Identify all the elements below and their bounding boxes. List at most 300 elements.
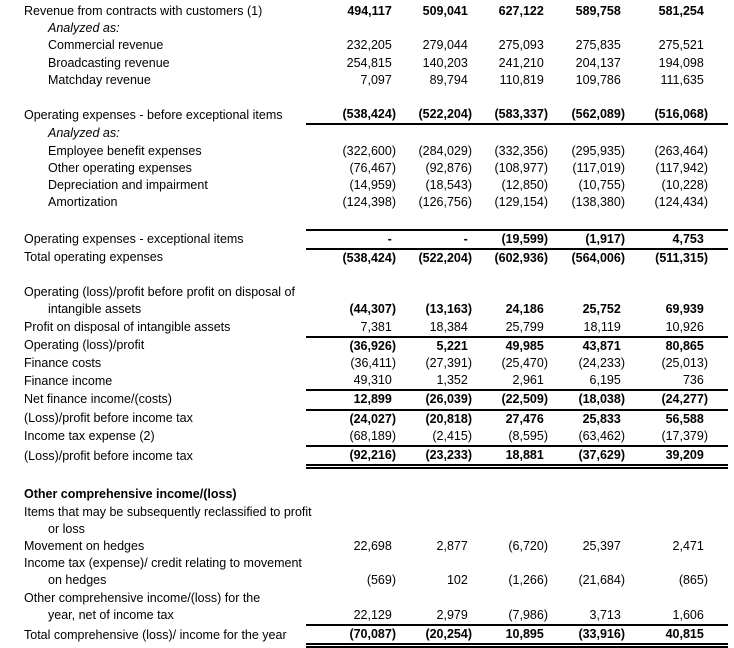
- row-label-text: or loss: [48, 521, 85, 536]
- value-cell: [472, 319, 548, 337]
- value-cell: [306, 284, 396, 301]
- value-cell: [472, 410, 548, 428]
- value-cell: [396, 486, 472, 503]
- value-cell: [548, 572, 625, 589]
- table-row: [24, 572, 728, 589]
- value-cell: [396, 160, 472, 177]
- table-row: [24, 143, 728, 160]
- cell-value-text: 204,137: [575, 55, 621, 70]
- row-label-text: Operating expenses - exceptional items: [24, 231, 244, 246]
- cell-value-text: (68,189): [349, 428, 396, 443]
- value-cell: [625, 410, 728, 428]
- value-cell: [306, 143, 396, 160]
- value-cell: [396, 3, 472, 20]
- table-row: [24, 20, 728, 37]
- cell-value-text: (583,337): [494, 107, 548, 122]
- cell-value-text: (522,204): [418, 107, 472, 122]
- value-cell: [548, 72, 625, 89]
- value-cell: [625, 555, 728, 572]
- row-label-text: Broadcasting revenue: [48, 55, 170, 70]
- cell-value-text: (25,013): [661, 356, 708, 370]
- value-cell: [306, 267, 396, 284]
- value-cell: [306, 20, 396, 37]
- value-cell: [306, 521, 396, 538]
- cell-value-text: 25,833: [582, 411, 621, 426]
- row-label: [24, 372, 306, 390]
- value-cell: [625, 20, 728, 37]
- value-cell: [625, 106, 728, 124]
- cell-value-text: 5,221: [436, 338, 468, 353]
- table-row: [24, 319, 728, 337]
- cell-value-text: 18,881: [505, 448, 544, 463]
- table-row: [24, 301, 728, 318]
- value-cell: [396, 143, 472, 160]
- cell-value-text: (522,204): [418, 250, 472, 265]
- row-label: [24, 467, 306, 487]
- value-cell: [625, 521, 728, 538]
- cell-value-text: 2,979: [436, 607, 468, 622]
- cell-value-text: (117,942): [655, 160, 708, 175]
- cell-value-text: (37,629): [578, 448, 625, 463]
- row-label: [24, 319, 306, 337]
- cell-value-text: 22,129: [353, 607, 392, 622]
- value-cell: [625, 55, 728, 72]
- value-cell: [472, 55, 548, 72]
- row-label: [24, 521, 306, 538]
- value-cell: [548, 89, 625, 106]
- cell-value-text: 43,871: [582, 338, 621, 353]
- cell-value-text: (19,599): [501, 231, 548, 246]
- value-cell: [548, 390, 625, 409]
- value-cell: [625, 486, 728, 503]
- value-cell: [625, 319, 728, 337]
- value-cell: [396, 37, 472, 54]
- cell-value-text: (21,684): [578, 573, 625, 588]
- table-row: [24, 3, 728, 20]
- value-cell: [625, 249, 728, 267]
- table-row: [24, 194, 728, 211]
- cell-value-text: 10,895: [505, 627, 544, 642]
- value-cell: [472, 301, 548, 318]
- row-label-text: Operating (loss)/profit: [24, 338, 145, 353]
- value-cell: [625, 428, 728, 446]
- value-cell: [548, 337, 625, 355]
- value-cell: [472, 3, 548, 20]
- row-label-text: Total operating expenses: [24, 250, 163, 265]
- statement-body: [24, 3, 728, 646]
- value-cell: [548, 3, 625, 20]
- cell-value-text: (24,027): [349, 411, 396, 426]
- value-cell: [472, 284, 548, 301]
- row-label: [24, 211, 306, 229]
- value-cell: [625, 37, 728, 54]
- table-row: [24, 355, 728, 372]
- value-cell: [472, 390, 548, 409]
- row-label: [24, 590, 306, 607]
- row-label-text: Analyzed as:: [48, 125, 120, 140]
- value-cell: [472, 372, 548, 390]
- value-cell: [625, 337, 728, 355]
- cell-value-text: (14,959): [349, 178, 396, 192]
- value-cell: [548, 177, 625, 194]
- value-cell: [472, 249, 548, 267]
- cell-value-text: 39,209: [665, 448, 704, 463]
- value-cell: [625, 625, 728, 646]
- table-row: [24, 106, 728, 124]
- table-row: [24, 504, 728, 521]
- cell-value-text: 12,899: [353, 392, 392, 407]
- cell-value-text: 275,093: [498, 38, 544, 53]
- value-cell: [625, 607, 728, 625]
- cell-value-text: (8,595): [508, 428, 548, 443]
- value-cell: [548, 467, 625, 487]
- value-cell: [396, 89, 472, 106]
- value-cell: [472, 124, 548, 142]
- value-cell: [472, 177, 548, 194]
- value-cell: [396, 467, 472, 487]
- cell-value-text: 275,521: [658, 38, 704, 53]
- row-label-text: Items that may be subsequently reclassified to profit: [24, 504, 312, 519]
- cell-value-text: (22,509): [501, 392, 548, 407]
- value-cell: [625, 3, 728, 20]
- cell-value-text: 2,877: [436, 539, 468, 554]
- row-label-text: Movement on hedges: [24, 539, 145, 554]
- value-cell: [472, 143, 548, 160]
- value-cell: [548, 590, 625, 607]
- cell-value-text: (538,424): [342, 250, 396, 265]
- cell-value-text: (516,068): [654, 107, 708, 122]
- cell-value-text: -: [387, 231, 392, 246]
- value-cell: [396, 521, 472, 538]
- value-cell: [548, 230, 625, 249]
- value-cell: [548, 106, 625, 124]
- cell-value-text: (263,464): [654, 143, 708, 158]
- row-label-text: Income tax expense (2): [24, 429, 155, 444]
- row-label: [24, 428, 306, 446]
- value-cell: [625, 72, 728, 89]
- cell-value-text: (1,266): [508, 573, 548, 588]
- row-label-text: (Loss)/profit before income tax: [24, 411, 193, 426]
- value-cell: [548, 301, 625, 318]
- value-cell: [396, 124, 472, 142]
- value-cell: [548, 284, 625, 301]
- value-cell: [472, 337, 548, 355]
- cell-value-text: (33,916): [578, 627, 625, 642]
- cell-value-text: (76,467): [349, 160, 396, 175]
- row-label-text: Matchday revenue: [48, 72, 151, 87]
- value-cell: [396, 337, 472, 355]
- cell-value-text: (18,543): [425, 178, 472, 192]
- value-cell: [306, 301, 396, 318]
- cell-value-text: 736: [682, 373, 704, 388]
- value-cell: [625, 355, 728, 372]
- value-cell: [306, 230, 396, 249]
- value-cell: [548, 446, 625, 467]
- value-cell: [396, 446, 472, 467]
- cell-value-text: 581,254: [658, 4, 704, 18]
- value-cell: [548, 538, 625, 555]
- cell-value-text: 275,835: [575, 38, 621, 53]
- cell-value-text: (562,089): [571, 107, 625, 122]
- cell-value-text: -: [463, 231, 468, 246]
- cell-value-text: 1,352: [436, 373, 468, 388]
- value-cell: [548, 160, 625, 177]
- cell-value-text: 25,397: [582, 539, 621, 554]
- cell-value-text: (124,398): [342, 195, 396, 210]
- cell-value-text: (20,818): [425, 411, 472, 426]
- row-label: [24, 267, 306, 284]
- value-cell: [625, 194, 728, 211]
- value-cell: [306, 72, 396, 89]
- value-cell: [472, 72, 548, 89]
- value-cell: [625, 230, 728, 249]
- cell-value-text: (13,163): [425, 302, 472, 317]
- row-label: [24, 410, 306, 428]
- value-cell: [548, 194, 625, 211]
- cell-value-text: 494,117: [347, 4, 392, 18]
- value-cell: [306, 625, 396, 646]
- value-cell: [306, 337, 396, 355]
- row-label-text: Net finance income/(costs): [24, 392, 172, 407]
- value-cell: [548, 521, 625, 538]
- cell-value-text: (92,216): [349, 448, 396, 463]
- value-cell: [396, 20, 472, 37]
- table-row: [24, 72, 728, 89]
- value-cell: [625, 284, 728, 301]
- value-cell: [306, 538, 396, 555]
- table-row: [24, 124, 728, 142]
- value-cell: [472, 106, 548, 124]
- value-cell: [472, 211, 548, 229]
- value-cell: [306, 160, 396, 177]
- cell-value-text: 7,381: [360, 319, 392, 334]
- value-cell: [548, 504, 625, 521]
- row-label-text: Operating (loss)/profit before profit on disposal of: [24, 285, 295, 300]
- table-row: [24, 230, 728, 249]
- row-label-text: Analyzed as:: [48, 21, 120, 36]
- value-cell: [472, 428, 548, 446]
- row-label: [24, 124, 306, 142]
- cell-value-text: 1,606: [672, 607, 704, 622]
- row-label: [24, 230, 306, 249]
- value-cell: [625, 538, 728, 555]
- table-row: [24, 590, 728, 607]
- row-label-text: Employee benefit expenses: [48, 143, 202, 158]
- value-cell: [625, 160, 728, 177]
- row-label: [24, 249, 306, 267]
- income-statement-table: [24, 3, 728, 648]
- value-cell: [548, 355, 625, 372]
- row-label: [24, 194, 306, 211]
- row-label: [24, 89, 306, 106]
- cell-value-text: 4,753: [672, 231, 704, 246]
- cell-value-text: 89,794: [429, 72, 468, 87]
- value-cell: [625, 372, 728, 390]
- table-row: [24, 249, 728, 267]
- cell-value-text: 509,041: [422, 4, 468, 18]
- value-cell: [625, 89, 728, 106]
- value-cell: [472, 467, 548, 487]
- table-row: [24, 390, 728, 409]
- cell-value-text: (569): [366, 573, 396, 588]
- row-label: [24, 607, 306, 625]
- value-cell: [548, 143, 625, 160]
- value-cell: [396, 72, 472, 89]
- table-row: [24, 177, 728, 194]
- table-row: [24, 625, 728, 646]
- value-cell: [548, 319, 625, 337]
- cell-value-text: (6,720): [508, 539, 548, 554]
- value-cell: [306, 211, 396, 229]
- cell-value-text: (25,470): [501, 356, 548, 370]
- row-label: [24, 486, 306, 503]
- cell-value-text: (10,755): [578, 178, 625, 192]
- value-cell: [625, 504, 728, 521]
- value-cell: [396, 55, 472, 72]
- value-cell: [306, 590, 396, 607]
- value-cell: [548, 249, 625, 267]
- value-cell: [306, 3, 396, 20]
- row-label: [24, 284, 306, 301]
- cell-value-text: 109,786: [575, 72, 621, 87]
- value-cell: [625, 124, 728, 142]
- value-cell: [306, 249, 396, 267]
- cell-value-text: 6,195: [589, 373, 621, 388]
- row-label: [24, 555, 306, 572]
- cell-value-text: (36,411): [350, 356, 396, 370]
- cell-value-text: 10,926: [665, 319, 704, 334]
- value-cell: [625, 267, 728, 284]
- row-label: [24, 504, 312, 521]
- value-cell: [306, 410, 396, 428]
- row-label-text: Total comprehensive (loss)/ income for the year: [24, 627, 287, 642]
- value-cell: [472, 267, 548, 284]
- value-cell: [306, 486, 396, 503]
- row-label-text: Depreciation and impairment: [48, 178, 208, 192]
- row-label: [24, 143, 306, 160]
- value-cell: [306, 355, 396, 372]
- value-cell: [396, 410, 472, 428]
- value-cell: [472, 572, 548, 589]
- row-label: [24, 390, 306, 409]
- cell-value-text: 7,097: [360, 72, 392, 87]
- cell-value-text: (17,379): [661, 428, 708, 443]
- cell-value-text: 241,210: [498, 55, 544, 70]
- value-cell: [548, 607, 625, 625]
- row-label-text: Commercial revenue: [48, 38, 164, 53]
- cell-value-text: 3,713: [589, 607, 621, 622]
- value-cell: [396, 249, 472, 267]
- cell-value-text: 69,939: [665, 302, 704, 317]
- row-label: [24, 337, 306, 355]
- row-label-text: on hedges: [48, 573, 107, 588]
- cell-value-text: (126,756): [418, 195, 472, 210]
- value-cell: [396, 538, 472, 555]
- value-cell: [396, 194, 472, 211]
- value-cell: [625, 301, 728, 318]
- cell-value-text: 2,471: [672, 539, 704, 554]
- row-label-text: Finance costs: [24, 356, 102, 370]
- value-cell: [306, 319, 396, 337]
- cell-value-text: 254,815: [346, 55, 392, 70]
- row-label-text: Revenue from contracts with customers (1): [24, 4, 263, 18]
- value-cell: [306, 555, 396, 572]
- value-cell: [548, 124, 625, 142]
- cell-value-text: 102: [446, 573, 468, 588]
- value-cell: [548, 625, 625, 646]
- value-cell: [396, 372, 472, 390]
- table-row: [24, 372, 728, 390]
- value-cell: [306, 177, 396, 194]
- value-cell: [396, 390, 472, 409]
- value-cell: [625, 177, 728, 194]
- cell-value-text: (511,315): [655, 250, 708, 265]
- cell-value-text: 279,044: [422, 38, 468, 53]
- row-label: [24, 446, 306, 467]
- cell-value-text: 111,635: [660, 72, 704, 87]
- row-label-text: Other operating expenses: [48, 160, 192, 175]
- value-cell: [306, 55, 396, 72]
- cell-value-text: 18,384: [429, 319, 468, 334]
- cell-value-text: 110,819: [499, 72, 544, 87]
- value-cell: [472, 625, 548, 646]
- value-cell: [548, 37, 625, 54]
- cell-value-text: 232,205: [346, 38, 392, 53]
- spacer-row: [24, 89, 728, 106]
- row-label: [24, 572, 306, 589]
- row-label-text: (Loss)/profit before income tax: [24, 448, 193, 463]
- cell-value-text: (44,307): [349, 302, 396, 317]
- cell-value-text: (10,228): [661, 178, 708, 192]
- cell-value-text: (7,986): [508, 607, 548, 622]
- cell-value-text: 27,476: [505, 411, 544, 426]
- row-label-text: Amortization: [48, 195, 118, 210]
- value-cell: [472, 521, 548, 538]
- row-label: [24, 301, 306, 318]
- row-label-text: Profit on disposal of intangible assets: [24, 320, 231, 335]
- row-label: [24, 625, 306, 646]
- cell-value-text: 24,186: [505, 302, 544, 317]
- value-cell: [306, 37, 396, 54]
- value-cell: [306, 467, 396, 487]
- row-label-text: year, net of income tax: [48, 608, 174, 623]
- cell-value-text: 25,799: [505, 319, 544, 334]
- value-cell: [548, 267, 625, 284]
- row-label-text: Income tax (expense)/ credit relating to movement: [24, 556, 302, 571]
- table-row: [24, 160, 728, 177]
- cell-value-text: (538,424): [342, 107, 396, 122]
- value-cell: [396, 319, 472, 337]
- value-cell: [306, 124, 396, 142]
- cell-value-text: (70,087): [349, 627, 396, 642]
- cell-value-text: (284,029): [418, 143, 472, 158]
- row-label-text: intangible assets: [48, 302, 142, 317]
- value-cell: [548, 428, 625, 446]
- cell-value-text: (117,019): [572, 160, 625, 175]
- cell-value-text: 80,865: [665, 338, 704, 353]
- value-cell: [306, 106, 396, 124]
- table-row: [24, 428, 728, 446]
- value-cell: [396, 504, 472, 521]
- row-label: [24, 37, 306, 54]
- cell-value-text: 140,203: [422, 55, 468, 70]
- cell-value-text: 589,758: [575, 4, 621, 18]
- value-cell: [472, 160, 548, 177]
- cell-value-text: (20,254): [425, 627, 472, 642]
- value-cell: [396, 106, 472, 124]
- cell-value-text: 22,698: [353, 539, 392, 554]
- cell-value-text: (23,233): [425, 448, 472, 463]
